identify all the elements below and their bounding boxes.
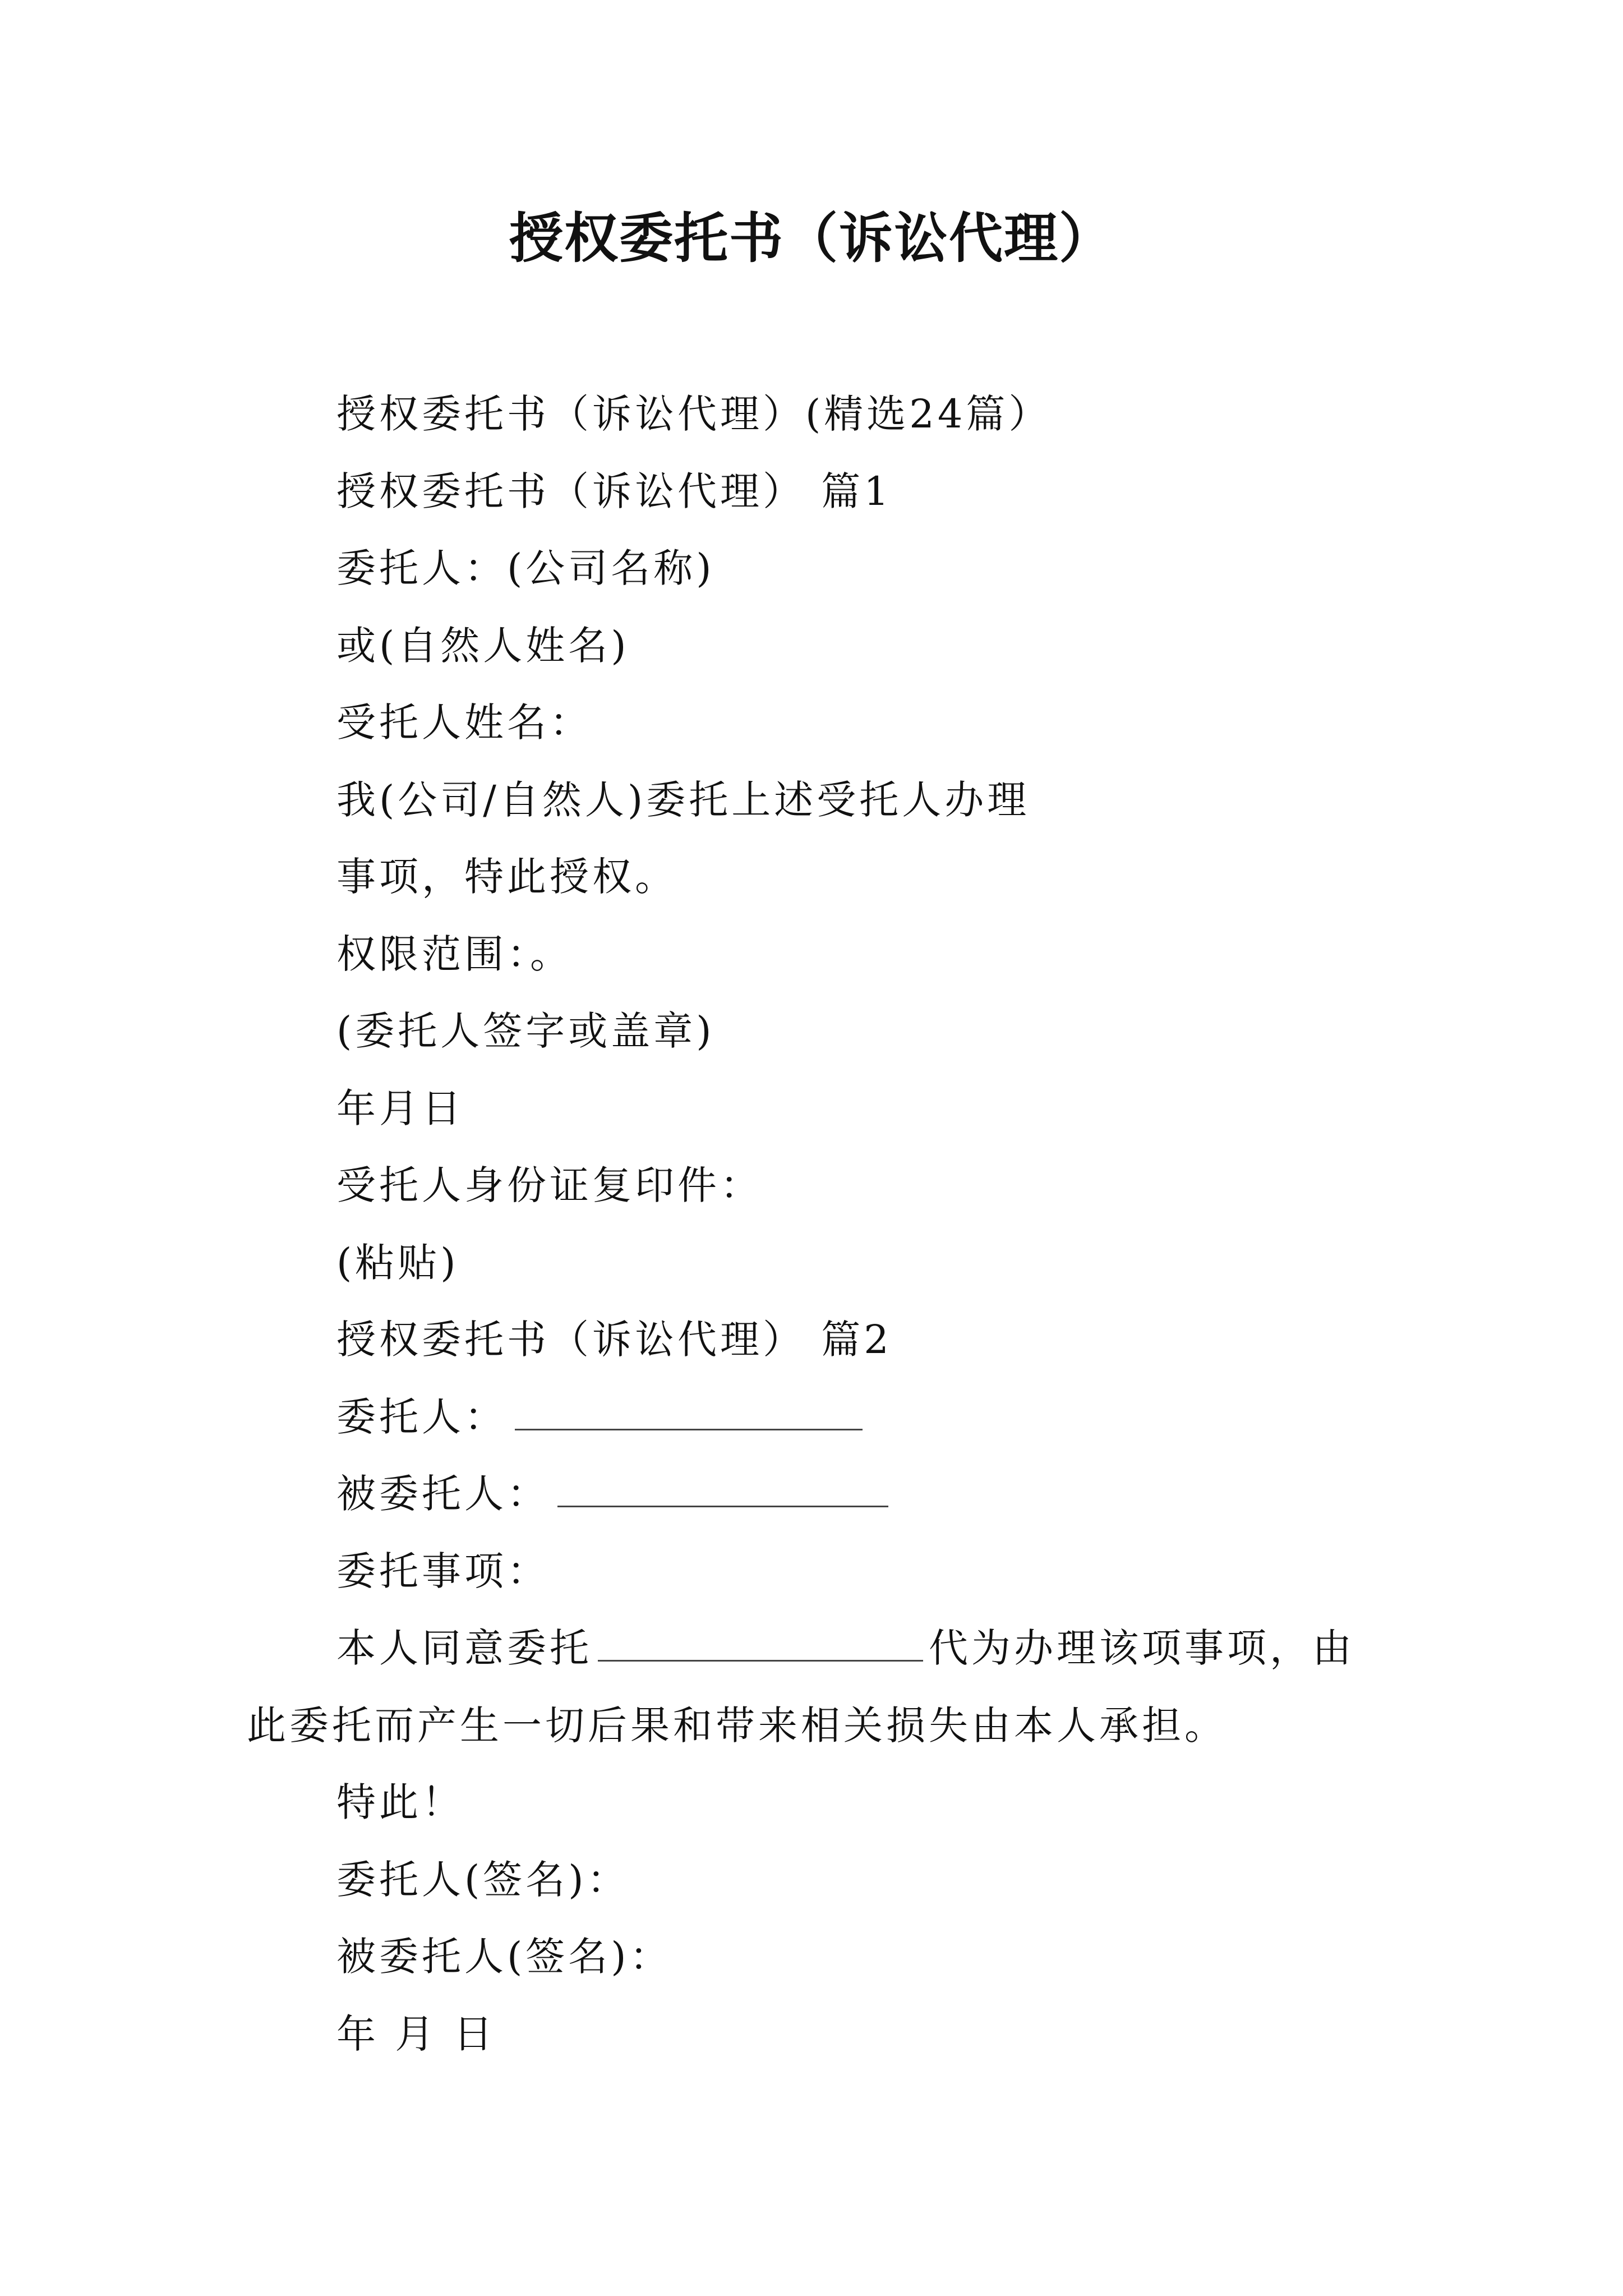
document-body	[247, 376, 1385, 2073]
agent-label: 被委托人：	[336, 1471, 550, 1517]
paragraph: 权限范围：。	[336, 931, 573, 977]
paragraph: 委托人：(公司名称)	[336, 545, 715, 591]
paragraph: 或(自然人姓名)	[336, 622, 630, 669]
document-title: 授权委托书（诉讼代理）	[509, 206, 1114, 270]
consent-blank	[598, 1627, 923, 1662]
paragraph: (粘贴)	[336, 1239, 459, 1286]
agent-blank	[557, 1473, 888, 1507]
consent-line	[247, 1610, 1385, 1687]
principal-blank	[515, 1396, 863, 1430]
paragraph: 委托人(签名)：	[336, 1856, 630, 1903]
paragraph: 我(公司/自然人)委托上述受托人办理	[336, 776, 1030, 823]
date-line: 年 月 日	[336, 2010, 496, 2057]
principal-line	[247, 1379, 1385, 1456]
principal-label: 委托人：	[336, 1393, 507, 1440]
consent-text-end: 代为办理该项事项，由	[929, 1625, 1355, 1671]
section-heading-1: 授权委托书（诉讼代理） 篇1	[336, 468, 892, 514]
paragraph-continued: 此委托而产生一切后果和带来相关损失由本人承担。	[247, 1702, 1227, 1749]
paragraph: 委托事项：	[336, 1548, 550, 1594]
paragraph: 被委托人(签名)：	[336, 1934, 672, 1980]
paragraph: 受托人姓名：	[336, 700, 592, 746]
paragraph: 年月日	[336, 1085, 464, 1131]
consent-text-start: 本人同意委托	[336, 1625, 592, 1671]
paragraph: 特此！	[336, 1779, 464, 1825]
paragraph: 事项，特此授权。	[336, 854, 677, 900]
paragraph: 受托人身份证复印件：	[336, 1162, 763, 1208]
collection-heading: 授权委托书（诉讼代理）(精选24篇）	[336, 391, 1052, 437]
section-heading-2: 授权委托书（诉讼代理） 篇2	[336, 1317, 892, 1363]
paragraph: (委托人签字或盖章)	[336, 1008, 715, 1054]
agent-line	[247, 1456, 1385, 1533]
